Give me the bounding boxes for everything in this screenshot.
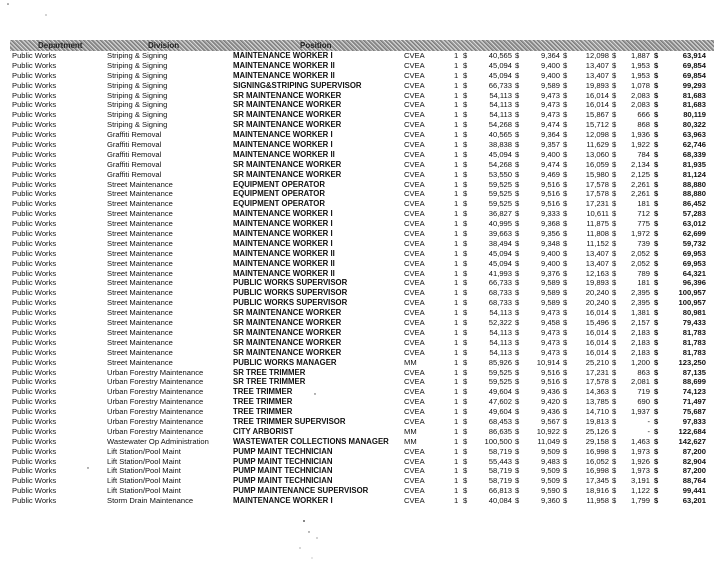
code-cell: CVEA (404, 120, 425, 130)
department-cell: Public Works (12, 466, 57, 476)
department-cell: Public Works (12, 496, 57, 506)
table-row: Public Works Street Maintenance MAINTENANCE WORKER II CVEA 1 $ 45,094 $ 9,400 $ 13,407 $ 2,052 $ 69,953 (12, 258, 706, 268)
division-cell: Striping & Signing (107, 100, 168, 110)
position-cell: TREE TRIMMER (233, 387, 293, 397)
division-cell: Street Maintenance (107, 327, 173, 337)
table-row: Public Works Street Maintenance PUBLIC WORKS MANAGER MM 1 $ 85,926 $ 10,914 $ 25,210 $ 1,200 $ 123,250 (12, 357, 706, 367)
division-cell: Graffiti Removal (107, 130, 162, 140)
table-row: Public Works Street Maintenance MAINTENANCE WORKER II CVEA 1 $ 41,993 $ 9,376 $ 12,163 $ 789 $ 64,321 (12, 268, 706, 278)
position-cell: PUMP MAINT TECHNICIAN (233, 446, 333, 456)
fte-cell: 1 (454, 407, 459, 417)
department-cell: Public Works (12, 219, 57, 229)
department-cell: Public Works (12, 149, 57, 159)
position-cell: SIGNING&STRIPING SUPERVISOR (233, 80, 362, 90)
position-cell: PUBLIC WORKS SUPERVISOR (233, 298, 348, 308)
code-cell: CVEA (404, 51, 425, 60)
department-cell: Public Works (12, 476, 57, 486)
division-cell: Striping & Signing (107, 51, 168, 60)
fte-cell: 1 (454, 130, 459, 140)
division-cell: Striping & Signing (107, 120, 168, 130)
fte-cell: 1 (454, 159, 459, 169)
department-cell: Public Works (12, 407, 57, 417)
code-cell: CVEA (404, 70, 425, 80)
code-cell: CVEA (404, 298, 425, 308)
division-cell: Street Maintenance (107, 199, 173, 209)
position-cell: SR MAINTENANCE WORKER (233, 100, 342, 110)
division-cell: Storm Drain Maintenance (107, 496, 194, 506)
position-cell: MAINTENANCE WORKER I (233, 219, 333, 229)
table-row: Public Works Graffiti Removal MAINTENANCE WORKER I CVEA 1 $ 38,838 $ 9,357 $ 11,629 $ 1,922 $ 62,746 (12, 140, 706, 150)
position-cell: PUMP MAINTENANCE SUPERVISOR (233, 486, 369, 496)
position-cell: EQUIPMENT OPERATOR (233, 199, 325, 209)
fte-cell: 1 (454, 268, 459, 278)
table-row: Public Works Striping & Signing SIGNING&STRIPING SUPERVISOR CVEA 1 $ 66,733 $ 9,589 $ 19,893 $ 1,078 $ 99,293 (12, 80, 706, 90)
department-cell: Public Works (12, 209, 57, 219)
division-cell: Street Maintenance (107, 357, 173, 367)
position-cell: MAINTENANCE WORKER II (233, 248, 335, 258)
code-cell: CVEA (404, 446, 425, 456)
position-cell: SR MAINTENANCE WORKER (233, 169, 342, 179)
table-header (10, 40, 714, 51)
department-cell: Public Works (12, 397, 57, 407)
code-cell: CVEA (404, 159, 425, 169)
fte-cell: 1 (454, 337, 459, 347)
table-row: Public Works Urban Forestry Maintenance SR TREE TRIMMER CVEA 1 $ 59,525 $ 9,516 $ 17,231 $ 863 $ 87,135 (12, 367, 706, 377)
department-cell: Public Works (12, 367, 57, 377)
department-cell: Public Works (12, 70, 57, 80)
position-cell: MAINTENANCE WORKER II (233, 149, 335, 159)
division-cell: Urban Forestry Maintenance (107, 387, 204, 397)
table-row: Public Works Street Maintenance PUBLIC WORKS SUPERVISOR CVEA 1 $ 68,733 $ 9,589 $ 20,240 $ 2,395 $ 100,957 (12, 288, 706, 298)
fte-cell: 1 (454, 140, 459, 150)
department-cell: Public Works (12, 169, 57, 179)
position-cell: TREE TRIMMER SUPERVISOR (233, 416, 346, 426)
table-row: Public Works Street Maintenance SR MAINTENANCE WORKER CVEA 1 $ 54,113 $ 9,473 $ 16,014 $ 2,183 $ 81,783 (12, 327, 706, 337)
code-cell: CVEA (404, 140, 425, 150)
position-cell: SR TREE TRIMMER (233, 367, 306, 377)
department-cell: Public Works (12, 298, 57, 308)
fte-cell: 1 (454, 219, 459, 229)
department-cell: Public Works (12, 120, 57, 130)
fte-cell: 1 (454, 367, 459, 377)
table-row: Public Works Striping & Signing SR MAINTENANCE WORKER CVEA 1 $ 54,268 $ 9,474 $ 15,712 $ 868 $ 80,322 (12, 120, 706, 130)
department-cell: Public Works (12, 238, 57, 248)
fte-cell: 1 (454, 377, 459, 387)
division-cell: Graffiti Removal (107, 149, 162, 159)
table-row: Public Works Urban Forestry Maintenance CITY ARBORIST MM 1 $ 86,635 $ 10,922 $ 25,126 $ - $ 122,684 (12, 426, 706, 436)
position-cell: SR MAINTENANCE WORKER (233, 159, 342, 169)
position-cell: TREE TRIMMER (233, 397, 293, 407)
position-cell: MAINTENANCE WORKER I (233, 51, 333, 60)
department-cell: Public Works (12, 159, 57, 169)
position-cell: MAINTENANCE WORKER I (233, 209, 333, 219)
fte-cell: 1 (454, 288, 459, 298)
department-cell: Public Works (12, 327, 57, 337)
division-cell: Lift Station/Pool Maint (107, 456, 181, 466)
fte-cell: 1 (454, 446, 459, 456)
position-cell: MAINTENANCE WORKER II (233, 268, 335, 278)
table-row: Public Works Striping & Signing MAINTENANCE WORKER I CVEA 1 $ 40,565 $ 9,364 $ 12,098 $ 1,887 $ 63,914 (12, 51, 706, 60)
table-row: Public Works Striping & Signing MAINTENANCE WORKER II CVEA 1 $ 45,094 $ 9,400 $ 13,407 $ 1,953 $ 69,854 (12, 70, 706, 80)
department-cell: Public Works (12, 199, 57, 209)
division-cell: Striping & Signing (107, 70, 168, 80)
division-cell: Urban Forestry Maintenance (107, 377, 204, 387)
department-cell: Public Works (12, 278, 57, 288)
department-cell: Public Works (12, 130, 57, 140)
fte-cell: 1 (454, 110, 459, 120)
position-cell: MAINTENANCE WORKER II (233, 258, 335, 268)
department-cell: Public Works (12, 51, 57, 60)
table-row: Public Works Wastewater Op Administration WASTEWATER COLLECTIONS MANAGER MM 1 $ 100,500 $ 11,049 $ 29,158 $ 1,463 $ 142,627 (12, 436, 706, 446)
code-cell: CVEA (404, 377, 425, 387)
table-row: Public Works Striping & Signing SR MAINTENANCE WORKER CVEA 1 $ 54,113 $ 9,473 $ 16,014 $ 2,083 $ 81,683 (12, 90, 706, 100)
department-cell: Public Works (12, 446, 57, 456)
code-cell: CVEA (404, 407, 425, 417)
table-row: Public Works Urban Forestry Maintenance TREE TRIMMER CVEA 1 $ 47,602 $ 9,420 $ 13,785 $ 690 $ 71,497 (12, 397, 706, 407)
department-cell: Public Works (12, 337, 57, 347)
table-row: Public Works Graffiti Removal MAINTENANCE WORKER I CVEA 1 $ 40,565 $ 9,364 $ 12,098 $ 1,936 $ 63,963 (12, 130, 706, 140)
table-row: Public Works Lift Station/Pool Maint PUMP MAINTENANCE SUPERVISOR CVEA 1 $ 66,813 $ 9,590 $ 18,916 $ 1,122 $ 99,441 (12, 486, 706, 496)
position-cell: MAINTENANCE WORKER II (233, 60, 335, 70)
table-row: Public Works Street Maintenance EQUIPMENT OPERATOR CVEA 1 $ 59,525 $ 9,516 $ 17,578 $ 2,261 $ 88,880 (12, 179, 706, 189)
department-cell: Public Works (12, 248, 57, 258)
division-cell: Street Maintenance (107, 258, 173, 268)
fte-cell: 1 (454, 496, 459, 506)
code-cell: CVEA (404, 199, 425, 209)
department-cell: Public Works (12, 318, 57, 328)
code-cell: CVEA (404, 387, 425, 397)
division-cell: Wastewater Op Administration (107, 436, 209, 446)
position-cell: PUMP MAINT TECHNICIAN (233, 466, 333, 476)
department-cell: Public Works (12, 179, 57, 189)
division-cell: Graffiti Removal (107, 169, 162, 179)
fte-cell: 1 (454, 189, 459, 199)
department-cell: Public Works (12, 229, 57, 239)
header-department: Department (38, 41, 83, 50)
table-row: Public Works Street Maintenance MAINTENANCE WORKER I CVEA 1 $ 39,663 $ 9,356 $ 11,808 $ 1,972 $ 62,699 (12, 229, 706, 239)
table-row: Public Works Urban Forestry Maintenance TREE TRIMMER CVEA 1 $ 49,604 $ 9,436 $ 14,363 $ 719 $ 74,123 (12, 387, 706, 397)
table-row: Public Works Street Maintenance SR MAINTENANCE WORKER CVEA 1 $ 54,113 $ 9,473 $ 16,014 $ 1,381 $ 80,981 (12, 308, 706, 318)
position-cell: MAINTENANCE WORKER I (233, 496, 333, 506)
division-cell: Street Maintenance (107, 179, 173, 189)
division-cell: Lift Station/Pool Maint (107, 486, 181, 496)
fte-cell: 1 (454, 169, 459, 179)
table-row: Public Works Lift Station/Pool Maint PUMP MAINT TECHNICIAN CVEA 1 $ 58,719 $ 9,509 $ 16,998 $ 1,973 $ 87,200 (12, 446, 706, 456)
department-cell: Public Works (12, 110, 57, 120)
department-cell: Public Works (12, 140, 57, 150)
position-cell: PUMP MAINT TECHNICIAN (233, 476, 333, 486)
division-cell: Graffiti Removal (107, 140, 162, 150)
code-cell: CVEA (404, 318, 425, 328)
division-cell: Lift Station/Pool Maint (107, 476, 181, 486)
code-cell: CVEA (404, 278, 425, 288)
department-cell: Public Works (12, 268, 57, 278)
code-cell: CVEA (404, 416, 425, 426)
table-row: Public Works Urban Forestry Maintenance TREE TRIMMER SUPERVISOR CVEA 1 $ 68,453 $ 9,567 $ 19,813 $ - $ 97,833 (12, 416, 706, 426)
fte-cell: 1 (454, 120, 459, 130)
fte-cell: 1 (454, 258, 459, 268)
table-row: Public Works Lift Station/Pool Maint PUMP MAINT TECHNICIAN CVEA 1 $ 55,443 $ 9,483 $ 16,052 $ 1,926 $ 82,904 (12, 456, 706, 466)
position-cell: PUBLIC WORKS MANAGER (233, 357, 337, 367)
department-cell: Public Works (12, 80, 57, 90)
division-cell: Street Maintenance (107, 189, 173, 199)
table-row: Public Works Street Maintenance MAINTENANCE WORKER I CVEA 1 $ 38,494 $ 9,348 $ 11,152 $ 739 $ 59,732 (12, 238, 706, 248)
department-cell: Public Works (12, 416, 57, 426)
fte-cell: 1 (454, 100, 459, 110)
fte-cell: 1 (454, 416, 459, 426)
position-cell: MAINTENANCE WORKER I (233, 140, 333, 150)
position-cell: SR MAINTENANCE WORKER (233, 110, 342, 120)
fte-cell: 1 (454, 486, 459, 496)
code-cell: CVEA (404, 149, 425, 159)
table-row: Public Works Street Maintenance PUBLIC WORKS SUPERVISOR CVEA 1 $ 66,733 $ 9,589 $ 19,893 $ 181 $ 96,396 (12, 278, 706, 288)
table-row: Public Works Urban Forestry Maintenance SR TREE TRIMMER CVEA 1 $ 59,525 $ 9,516 $ 17,578 $ 2,081 $ 88,699 (12, 377, 706, 387)
table-row: Public Works Street Maintenance PUBLIC WORKS SUPERVISOR CVEA 1 $ 68,733 $ 9,589 $ 20,240 $ 2,395 $ 100,957 (12, 298, 706, 308)
department-cell: Public Works (12, 486, 57, 496)
code-cell: CVEA (404, 219, 425, 229)
code-cell: MM (404, 426, 417, 436)
fte-cell: 1 (454, 70, 459, 80)
position-cell: SR MAINTENANCE WORKER (233, 337, 342, 347)
position-cell: EQUIPMENT OPERATOR (233, 179, 325, 189)
fte-cell: 1 (454, 436, 459, 446)
code-cell: CVEA (404, 288, 425, 298)
code-cell: CVEA (404, 456, 425, 466)
code-cell: CVEA (404, 248, 425, 258)
division-cell: Street Maintenance (107, 347, 173, 357)
code-cell: CVEA (404, 337, 425, 347)
division-cell: Lift Station/Pool Maint (107, 466, 181, 476)
division-cell: Street Maintenance (107, 308, 173, 318)
code-cell: CVEA (404, 80, 425, 90)
table-row: Public Works Street Maintenance SR MAINTENANCE WORKER CVEA 1 $ 52,322 $ 9,458 $ 15,496 $ 2,157 $ 79,433 (12, 318, 706, 328)
table-row: Public Works Street Maintenance MAINTENANCE WORKER I CVEA 1 $ 40,995 $ 9,368 $ 11,875 $ 775 $ 63,012 (12, 219, 706, 229)
division-cell: Striping & Signing (107, 80, 168, 90)
division-cell: Street Maintenance (107, 268, 173, 278)
code-cell: CVEA (404, 209, 425, 219)
code-cell: CVEA (404, 100, 425, 110)
code-cell: CVEA (404, 258, 425, 268)
fte-cell: 1 (454, 229, 459, 239)
fte-cell: 1 (454, 209, 459, 219)
department-cell: Public Works (12, 426, 57, 436)
division-cell: Street Maintenance (107, 278, 173, 288)
division-cell: Striping & Signing (107, 60, 168, 70)
table-row: Public Works Urban Forestry Maintenance TREE TRIMMER CVEA 1 $ 49,604 $ 9,436 $ 14,710 $ 1,937 $ 75,687 (12, 407, 706, 417)
department-cell: Public Works (12, 436, 57, 446)
table-row: Public Works Striping & Signing SR MAINTENANCE WORKER CVEA 1 $ 54,113 $ 9,473 $ 16,014 $ 2,083 $ 81,683 (12, 100, 706, 110)
position-cell: MAINTENANCE WORKER I (233, 238, 333, 248)
division-cell: Street Maintenance (107, 318, 173, 328)
code-cell: CVEA (404, 238, 425, 248)
code-cell: CVEA (404, 308, 425, 318)
fte-cell: 1 (454, 426, 459, 436)
code-cell: CVEA (404, 169, 425, 179)
table-row: Public Works Lift Station/Pool Maint PUMP MAINT TECHNICIAN CVEA 1 $ 58,719 $ 9,509 $ 17,345 $ 3,191 $ 88,764 (12, 476, 706, 486)
code-cell: CVEA (404, 268, 425, 278)
fte-cell: 1 (454, 456, 459, 466)
division-cell: Street Maintenance (107, 219, 173, 229)
department-cell: Public Works (12, 100, 57, 110)
code-cell: CVEA (404, 229, 425, 239)
code-cell: MM (404, 357, 417, 367)
code-cell: CVEA (404, 90, 425, 100)
header-division: Division (148, 41, 180, 50)
position-cell: MAINTENANCE WORKER II (233, 70, 335, 80)
fte-cell: 1 (454, 179, 459, 189)
code-cell: CVEA (404, 327, 425, 337)
department-cell: Public Works (12, 189, 57, 199)
position-cell: EQUIPMENT OPERATOR (233, 189, 325, 199)
position-cell: SR MAINTENANCE WORKER (233, 120, 342, 130)
table-row: Public Works Storm Drain Maintenance MAINTENANCE WORKER I CVEA 1 $ 40,084 $ 9,360 $ 11,958 $ 1,799 $ 63,201 (12, 496, 706, 506)
table-row: Public Works Street Maintenance EQUIPMENT OPERATOR CVEA 1 $ 59,525 $ 9,516 $ 17,231 $ 181 $ 86,452 (12, 199, 706, 209)
code-cell: CVEA (404, 179, 425, 189)
department-cell: Public Works (12, 90, 57, 100)
fte-cell: 1 (454, 90, 459, 100)
fte-cell: 1 (454, 327, 459, 337)
fte-cell: 1 (454, 238, 459, 248)
position-cell: SR MAINTENANCE WORKER (233, 347, 342, 357)
division-cell: Street Maintenance (107, 248, 173, 258)
table-row: Public Works Striping & Signing SR MAINTENANCE WORKER CVEA 1 $ 54,113 $ 9,473 $ 15,867 $ 666 $ 80,119 (12, 110, 706, 120)
fte-cell: 1 (454, 248, 459, 258)
department-cell: Public Works (12, 387, 57, 397)
position-cell: SR MAINTENANCE WORKER (233, 318, 342, 328)
department-cell: Public Works (12, 60, 57, 70)
code-cell: CVEA (404, 496, 425, 506)
department-cell: Public Works (12, 308, 57, 318)
fte-cell: 1 (454, 476, 459, 486)
position-cell: SR TREE TRIMMER (233, 377, 306, 387)
division-cell: Urban Forestry Maintenance (107, 416, 204, 426)
division-cell: Urban Forestry Maintenance (107, 407, 204, 417)
department-cell: Public Works (12, 377, 57, 387)
division-cell: Street Maintenance (107, 298, 173, 308)
division-cell: Urban Forestry Maintenance (107, 367, 204, 377)
division-cell: Striping & Signing (107, 90, 168, 100)
code-cell: CVEA (404, 110, 425, 120)
division-cell: Street Maintenance (107, 229, 173, 239)
table-row: Public Works Striping & Signing MAINTENANCE WORKER II CVEA 1 $ 45,094 $ 9,400 $ 13,407 $ 1,953 $ 69,854 (12, 60, 706, 70)
table-row: Public Works Graffiti Removal SR MAINTENANCE WORKER CVEA 1 $ 54,268 $ 9,474 $ 16,059 $ 2,134 $ 81,935 (12, 159, 706, 169)
department-cell: Public Works (12, 288, 57, 298)
code-cell: CVEA (404, 476, 425, 486)
division-cell: Urban Forestry Maintenance (107, 426, 204, 436)
division-cell: Striping & Signing (107, 110, 168, 120)
position-cell: TREE TRIMMER (233, 407, 293, 417)
position-cell: MAINTENANCE WORKER I (233, 229, 333, 239)
table-row: Public Works Street Maintenance MAINTENANCE WORKER I CVEA 1 $ 36,827 $ 9,333 $ 10,611 $ 712 $ 57,283 (12, 209, 706, 219)
payroll-table (10, 40, 714, 506)
fte-cell: 1 (454, 278, 459, 288)
code-cell: CVEA (404, 347, 425, 357)
code-cell: MM (404, 436, 417, 446)
department-cell: Public Works (12, 357, 57, 367)
code-cell: CVEA (404, 60, 425, 70)
division-cell: Street Maintenance (107, 209, 173, 219)
header-position: Position (300, 41, 332, 50)
division-cell: Urban Forestry Maintenance (107, 397, 204, 407)
fte-cell: 1 (454, 308, 459, 318)
department-cell: Public Works (12, 456, 57, 466)
division-cell: Street Maintenance (107, 238, 173, 248)
position-cell: MAINTENANCE WORKER I (233, 130, 333, 140)
fte-cell: 1 (454, 199, 459, 209)
code-cell: CVEA (404, 486, 425, 496)
code-cell: CVEA (404, 367, 425, 377)
table-row: Public Works Street Maintenance MAINTENANCE WORKER II CVEA 1 $ 45,094 $ 9,400 $ 13,407 $ 2,052 $ 69,953 (12, 248, 706, 258)
fte-cell: 1 (454, 397, 459, 407)
table-body (10, 51, 714, 506)
fte-cell: 1 (454, 51, 459, 60)
fte-cell: 1 (454, 60, 459, 70)
table-row: Public Works Street Maintenance SR MAINTENANCE WORKER CVEA 1 $ 54,113 $ 9,473 $ 16,014 $ 2,183 $ 81,783 (12, 347, 706, 357)
division-cell: Street Maintenance (107, 337, 173, 347)
fte-cell: 1 (454, 298, 459, 308)
fte-cell: 1 (454, 80, 459, 90)
division-cell: Graffiti Removal (107, 159, 162, 169)
code-cell: CVEA (404, 189, 425, 199)
fte-cell: 1 (454, 466, 459, 476)
table-row: Public Works Street Maintenance EQUIPMENT OPERATOR CVEA 1 $ 59,525 $ 9,516 $ 17,578 $ 2,261 $ 88,880 (12, 189, 706, 199)
department-cell: Public Works (12, 258, 57, 268)
code-cell: CVEA (404, 466, 425, 476)
fte-cell: 1 (454, 387, 459, 397)
position-cell: SR MAINTENANCE WORKER (233, 90, 342, 100)
department-cell: Public Works (12, 347, 57, 357)
table-row: Public Works Graffiti Removal MAINTENANCE WORKER II CVEA 1 $ 45,094 $ 9,400 $ 13,060 $ 784 $ 68,339 (12, 149, 706, 159)
position-cell: WASTEWATER COLLECTIONS MANAGER (233, 436, 389, 446)
code-cell: CVEA (404, 130, 425, 140)
position-cell: CITY ARBORIST (233, 426, 294, 436)
fte-cell: 1 (454, 347, 459, 357)
table-row: Public Works Graffiti Removal SR MAINTENANCE WORKER CVEA 1 $ 53,550 $ 9,469 $ 15,980 $ 2,125 $ 81,124 (12, 169, 706, 179)
position-cell: PUMP MAINT TECHNICIAN (233, 456, 333, 466)
division-cell: Lift Station/Pool Maint (107, 446, 181, 456)
code-cell: CVEA (404, 397, 425, 407)
position-cell: SR MAINTENANCE WORKER (233, 308, 342, 318)
table-row: Public Works Lift Station/Pool Maint PUMP MAINT TECHNICIAN CVEA 1 $ 58,719 $ 9,509 $ 16,998 $ 1,973 $ 87,200 (12, 466, 706, 476)
fte-cell: 1 (454, 357, 459, 367)
position-cell: SR MAINTENANCE WORKER (233, 327, 342, 337)
position-cell: PUBLIC WORKS SUPERVISOR (233, 278, 348, 288)
table-row: Public Works Street Maintenance SR MAINTENANCE WORKER CVEA 1 $ 54,113 $ 9,473 $ 16,014 $ 2,183 $ 81,783 (12, 337, 706, 347)
fte-cell: 1 (454, 149, 459, 159)
position-cell: PUBLIC WORKS SUPERVISOR (233, 288, 348, 298)
division-cell: Street Maintenance (107, 288, 173, 298)
fte-cell: 1 (454, 318, 459, 328)
